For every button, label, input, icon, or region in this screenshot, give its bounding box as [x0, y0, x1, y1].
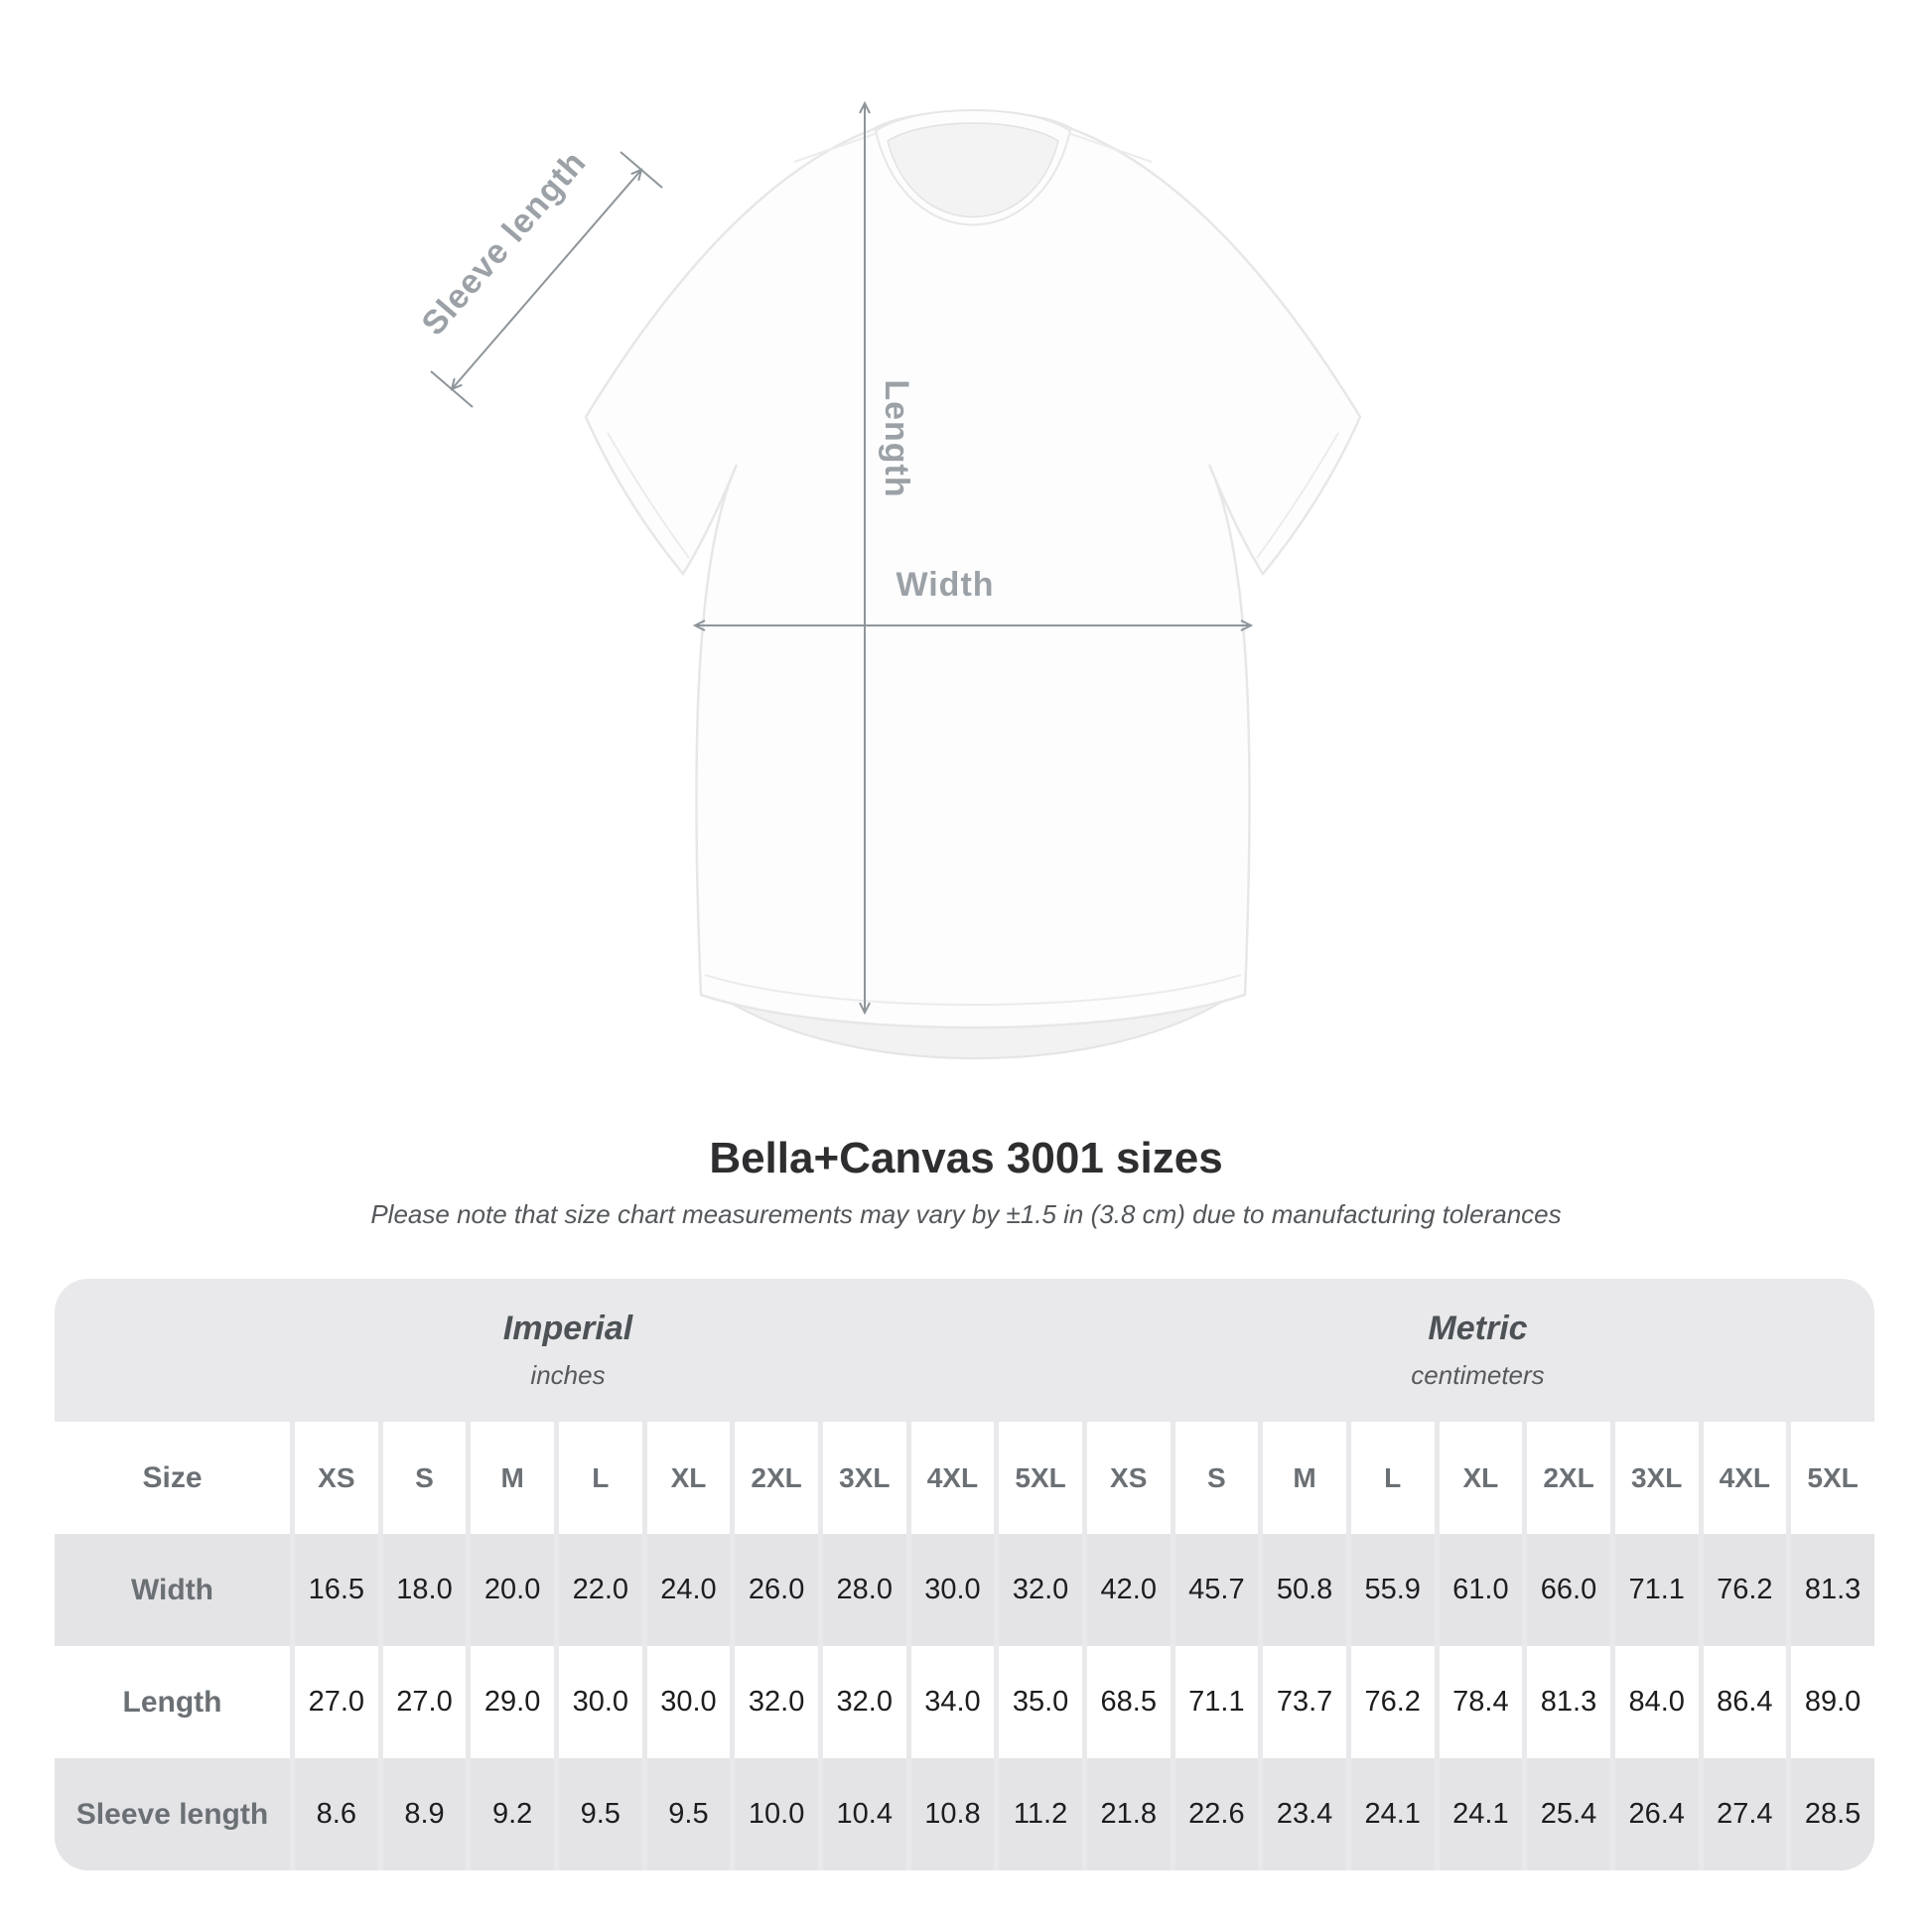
- imperial-label: Imperial: [502, 1310, 633, 1347]
- cell-value: 10.4: [818, 1758, 906, 1870]
- cell-value: 25.4: [1522, 1758, 1610, 1870]
- cell-value: 11.2: [994, 1758, 1082, 1870]
- size-col-header: M: [1258, 1422, 1346, 1534]
- tolerance-note: Please note that size chart measurements may vary by ±1.5 in (3.8 cm) due to manufacturing tolerances: [370, 1199, 1562, 1229]
- cell-value: 24.1: [1435, 1758, 1523, 1870]
- cell-value: 26.0: [730, 1534, 818, 1646]
- cell-value: 8.6: [290, 1758, 378, 1870]
- cell-value: 10.0: [730, 1758, 818, 1870]
- size-col-header: S: [378, 1422, 467, 1534]
- cell-value: 34.0: [906, 1646, 995, 1758]
- cell-value: 78.4: [1435, 1646, 1523, 1758]
- table-header-row: [55, 1422, 1874, 1534]
- imperial-unit: inches: [530, 1360, 606, 1390]
- cell-value: 73.7: [1258, 1646, 1346, 1758]
- table-row: [55, 1758, 1874, 1870]
- cell-value: 27.0: [290, 1646, 378, 1758]
- cell-value: 71.1: [1171, 1646, 1259, 1758]
- cell-value: 23.4: [1258, 1758, 1346, 1870]
- size-col-header: 3XL: [1610, 1422, 1699, 1534]
- size-col-header: XL: [1435, 1422, 1523, 1534]
- imperial-section-header: [55, 1279, 1081, 1422]
- cell-value: 9.5: [642, 1758, 731, 1870]
- size-col-header: 5XL: [1786, 1422, 1874, 1534]
- cell-value: 89.0: [1786, 1646, 1874, 1758]
- page-title: Bella+Canvas 3001 sizes: [709, 1134, 1223, 1182]
- cell-value: 30.0: [906, 1534, 995, 1646]
- row-label: Length: [55, 1646, 290, 1758]
- cell-value: 30.0: [554, 1646, 642, 1758]
- size-col-header: 3XL: [818, 1422, 906, 1534]
- sleeve-dimension-tick-top: [621, 152, 662, 188]
- cell-value: 32.0: [730, 1646, 818, 1758]
- size-col-header: XL: [642, 1422, 731, 1534]
- size-col-header: XS: [290, 1422, 378, 1534]
- size-col-header: 2XL: [1522, 1422, 1610, 1534]
- size-col-header: 4XL: [906, 1422, 995, 1534]
- cell-value: 27.0: [378, 1646, 467, 1758]
- sleeve-length-label: Sleeve length: [414, 143, 594, 344]
- metric-unit: centimeters: [1411, 1360, 1545, 1390]
- table-row: [55, 1646, 1874, 1758]
- units-band: [55, 1279, 1874, 1422]
- cell-value: 30.0: [642, 1646, 731, 1758]
- size-col-header: XS: [1082, 1422, 1171, 1534]
- cell-value: 50.8: [1258, 1534, 1346, 1646]
- size-table: [55, 1279, 1874, 1870]
- cell-value: 45.7: [1171, 1534, 1259, 1646]
- size-col-header: 4XL: [1699, 1422, 1787, 1534]
- sleeve-dimension-tick-bottom: [431, 371, 473, 407]
- cell-value: 28.5: [1786, 1758, 1874, 1870]
- size-col-header: M: [466, 1422, 554, 1534]
- cell-value: 9.2: [466, 1758, 554, 1870]
- size-col-header: 2XL: [730, 1422, 818, 1534]
- cell-value: 16.5: [290, 1534, 378, 1646]
- cell-value: 27.4: [1699, 1758, 1787, 1870]
- cell-value: 68.5: [1082, 1646, 1171, 1758]
- cell-value: 24.0: [642, 1534, 731, 1646]
- length-label: Length: [878, 379, 915, 498]
- cell-value: 10.8: [906, 1758, 995, 1870]
- cell-value: 26.4: [1610, 1758, 1699, 1870]
- size-col-header: 5XL: [994, 1422, 1082, 1534]
- cell-value: 8.9: [378, 1758, 467, 1870]
- size-col-header: L: [1346, 1422, 1435, 1534]
- cell-value: 81.3: [1522, 1646, 1610, 1758]
- cell-value: 22.0: [554, 1534, 642, 1646]
- cell-value: 86.4: [1699, 1646, 1787, 1758]
- width-label: Width: [896, 566, 995, 604]
- cell-value: 76.2: [1699, 1534, 1787, 1646]
- cell-value: 22.6: [1171, 1758, 1259, 1870]
- table-row: [55, 1534, 1874, 1646]
- cell-value: 18.0: [378, 1534, 467, 1646]
- cell-value: 81.3: [1786, 1534, 1874, 1646]
- metric-section-header: [1081, 1279, 1874, 1422]
- cell-value: 35.0: [994, 1646, 1082, 1758]
- row-label: Sleeve length: [55, 1758, 290, 1870]
- cell-value: 32.0: [818, 1646, 906, 1758]
- cell-value: 20.0: [466, 1534, 554, 1646]
- row-label: Width: [55, 1534, 290, 1646]
- cell-value: 21.8: [1082, 1758, 1171, 1870]
- size-col-header: L: [554, 1422, 642, 1534]
- cell-value: 55.9: [1346, 1534, 1435, 1646]
- cell-value: 32.0: [994, 1534, 1082, 1646]
- metric-label: Metric: [1428, 1310, 1528, 1347]
- cell-value: 84.0: [1610, 1646, 1699, 1758]
- cell-value: 76.2: [1346, 1646, 1435, 1758]
- cell-value: 24.1: [1346, 1758, 1435, 1870]
- cell-value: 28.0: [818, 1534, 906, 1646]
- size-corner-label: Size: [55, 1422, 290, 1534]
- cell-value: 61.0: [1435, 1534, 1523, 1646]
- cell-value: 9.5: [554, 1758, 642, 1870]
- cell-value: 29.0: [466, 1646, 554, 1758]
- measurements-table: [55, 1422, 1874, 1870]
- cell-value: 66.0: [1522, 1534, 1610, 1646]
- cell-value: 71.1: [1610, 1534, 1699, 1646]
- cell-value: 42.0: [1082, 1534, 1171, 1646]
- size-col-header: S: [1171, 1422, 1259, 1534]
